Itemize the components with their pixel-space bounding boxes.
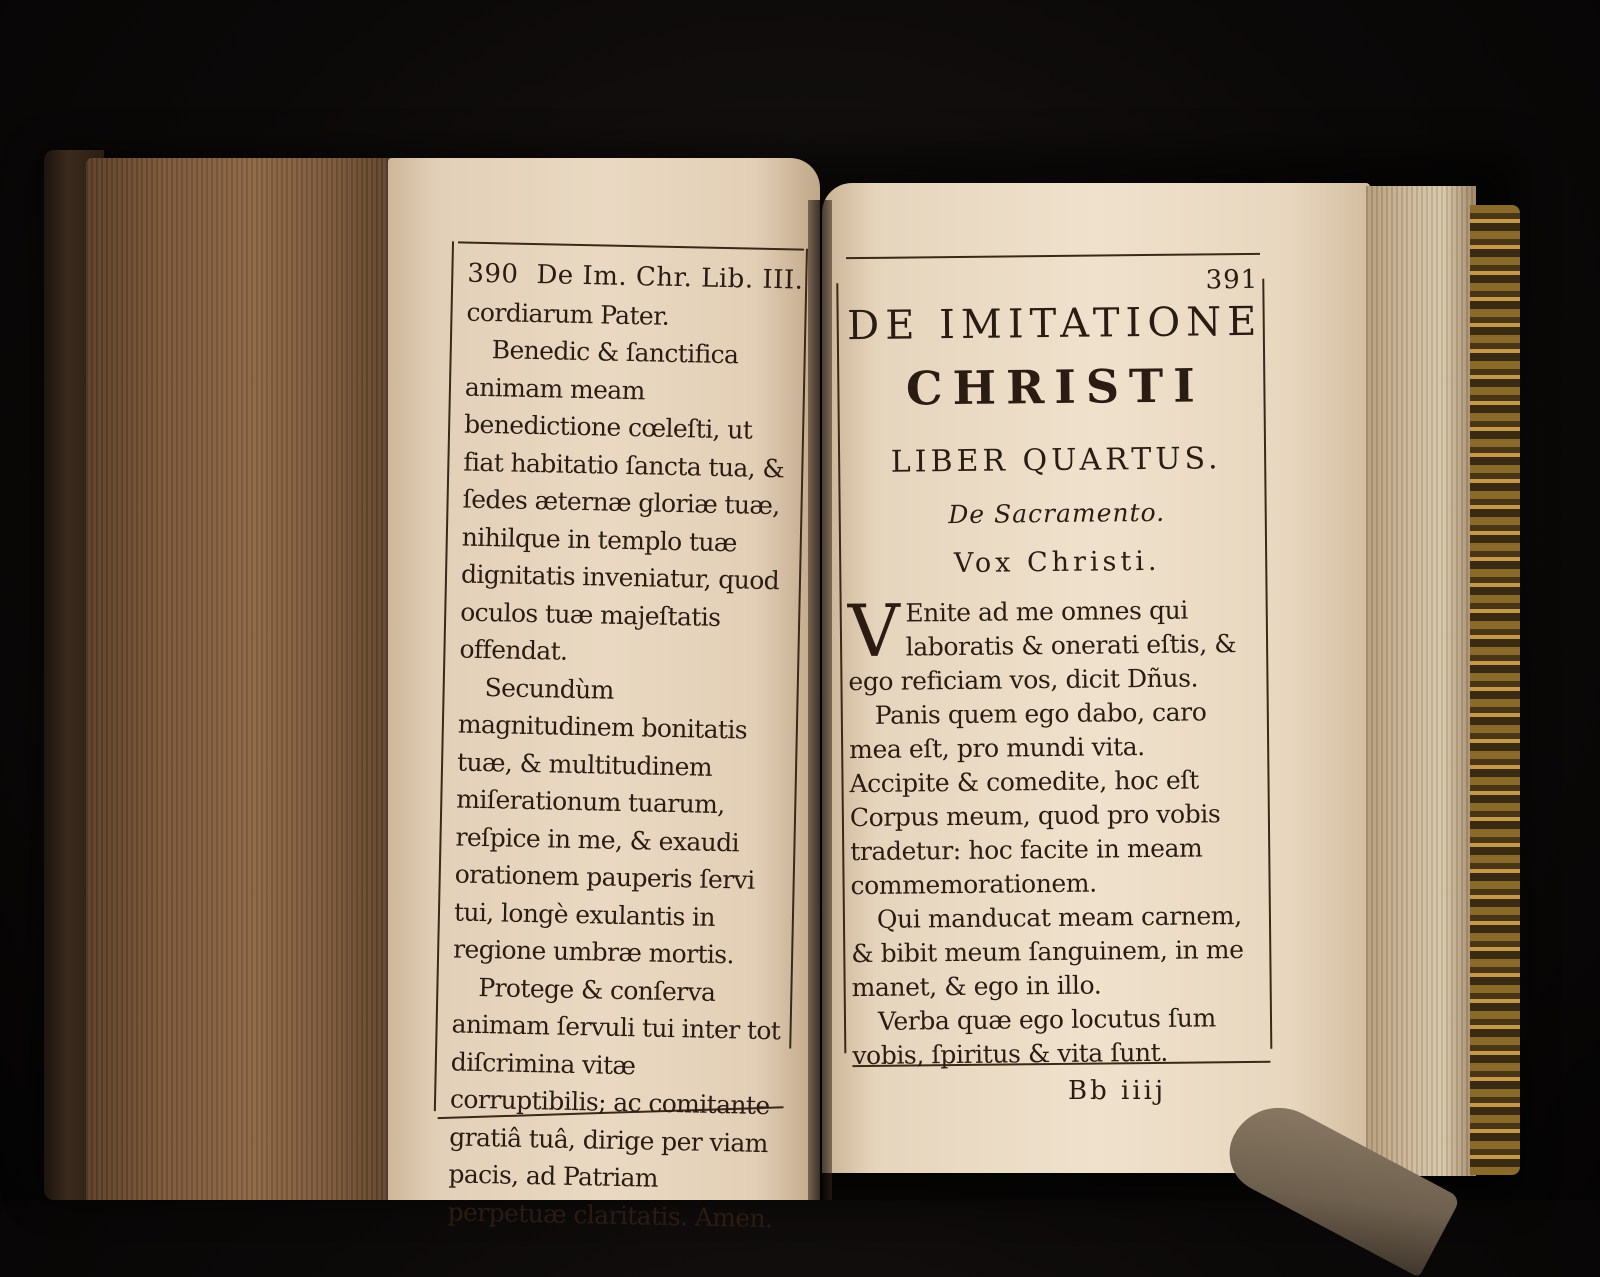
paragraph: cordiarum Pater. [466,297,670,331]
page-number-left: 390 [467,258,519,290]
page-number-right: 391 [1205,264,1259,296]
paragraph: Panis quem ego dabo, caro mea eſt, pro mundi vita. [849,697,1207,765]
chapter-subtitle: De Sacramento. [948,497,1166,530]
paragraph: Benedic & ſanctifica animam meam benedictione cœleſti, ut fiat habitatio ſancta tua, & ſedes æternæ gloriæ tuæ, nihilque in templo tuæ dignitatis inveniatur, quod oculos tuæ majeſtatis offendat. [459,335,785,666]
paragraph-text: Enite ad me omnes qui laboratis & onerati eſtis, & ego reficiam vos, dicit Dñus. [848,595,1237,697]
paragraph: Accipite & comedite, hoc eſt Corpus meum, quod pro vobis tradetur: hoc facite in meam commemorationem. [849,765,1221,901]
book-heading: LIBER QUARTUS. [890,441,1222,480]
title-line-1: DE IMITATIONE [846,298,1263,350]
running-header [467,256,804,300]
left-text-frame [434,241,808,1233]
signature-mark: Bb iiij [1068,1076,1167,1106]
left-fore-edge [86,158,392,1200]
right-fore-edge [1366,186,1476,1176]
left-text-body [447,256,804,1238]
drop-capital: V [847,588,900,674]
paragraph-with-dropcap [847,588,1263,699]
right-text-frame [836,253,1276,1071]
speaker-heading: Vox Christi. [953,545,1161,580]
right-cover-gilt [1470,205,1520,1175]
paragraph: Verba quæ ego locutus ſum vobis, ſpiritus & vita ſunt. [852,1003,1216,1071]
title-line-2: CHRISTI [905,358,1206,416]
paragraph: Qui manducat meam carnem, & bibit meum ſanguinem, in me manet, & ego in illo. [851,901,1244,1003]
paragraph: Protege & conſerva animam ſervuli tui inter tot diſcrimina vitæ corruptibilis; ac comitante gratiâ tuâ, dirige per viam pacis, ad Patriam perpetuæ claritatis. Amen. [447,972,781,1233]
running-title: De Im. Chr. Lib. III. [536,260,804,296]
right-text-body [847,588,1267,1073]
book-gutter [808,200,832,1200]
paragraph: Secundùm magnitudinem bonitatis tuæ, & multitudinem miſerationum tuarum, reſpice in me, & exaudi orationem pauperis ſervi tui, longè exulantis in regione umbræ mortis. [452,672,755,970]
